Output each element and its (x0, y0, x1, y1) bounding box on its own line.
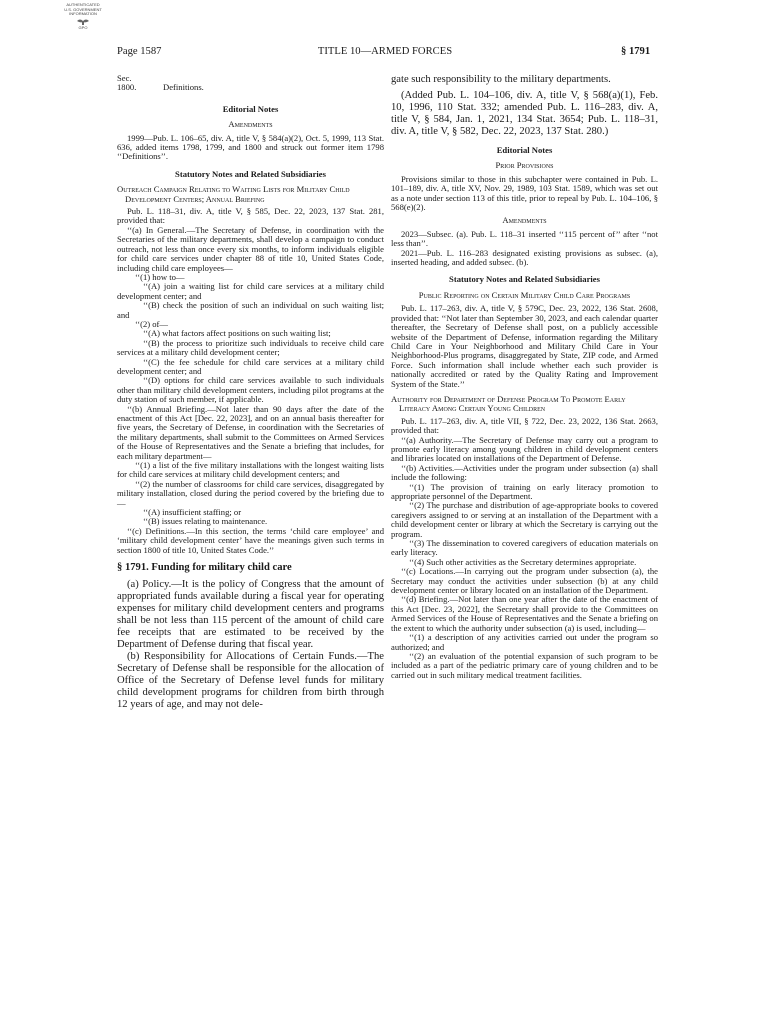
note-heading: Outreach Campaign Relating to Waiting Lists for Military Child Development Centers; Annual Briefing (117, 184, 350, 204)
running-title: TITLE 10—ARMED FORCES (317, 46, 453, 57)
note-paragraph: ‘‘(B) issues relating to maintenance. (143, 516, 268, 527)
stamp-line: U.S. GOVERNMENT (64, 6, 102, 12)
section-header: § 1791 (621, 46, 651, 57)
authentication-stamp (57, 3, 109, 30)
note-paragraph: ‘‘(A) what factors affect positions on such waiting list; (143, 328, 331, 339)
section-number: 1800. (117, 82, 137, 93)
outreach-note-body (117, 207, 384, 555)
note-paragraph: ‘‘(A) insufficient staffing; or (143, 507, 242, 518)
note-paragraph: ‘‘(D) options for child care services available to such individuals other than military child development centers, including pilot programs at the duty station of such member, if applicable. (117, 375, 384, 405)
left-column (117, 74, 384, 711)
section-item-title: Definitions. (163, 82, 204, 93)
statutory-notes-heading: Statutory Notes and Related Subsidiaries (449, 274, 600, 285)
statutory-notes-heading: Statutory Notes and Related Subsidiaries (175, 168, 326, 179)
section-paragraph: gate such responsibility to the military departments. (391, 74, 611, 85)
note-paragraph: ‘‘(4) Such other activities as the Secretary determines appropriate. (409, 556, 637, 567)
stamp-line: AUTHENTICATED (66, 2, 100, 7)
note-paragraph: ‘‘(2) the number of classrooms for child care services, disaggregated by military installation, closed during the period covered by the briefing due to— (117, 478, 384, 508)
editorial-notes-heading: Editorial Notes (222, 103, 279, 114)
note-paragraph: Pub. L. 118–31, div. A, title V, § 585, Dec. 22, 2023, 137 Stat. 281, provided that: (117, 206, 384, 226)
note-paragraph: ‘‘(B) the process to prioritize such individuals to receive child care services at a military child development center; (117, 337, 384, 358)
note-paragraph: ‘‘(A) join a waiting list for child care services at a military child development center; and (117, 281, 384, 301)
section-paragraph: (b) Responsibility for Allocations of Certain Funds.—The Secretary of Defense shall be responsible for the allocation of Office of the Secretary of Defense level funds for military child development programs for children from birth through 12 years of age, and may not dele- (117, 650, 384, 710)
note-paragraph: ‘‘(c) Locations.—In carrying out the program under subsection (a), the Secretary may conduct the activities under subsection (b) at any child development center or library located on an installation of the Department. (391, 566, 658, 596)
note-paragraph: ‘‘(1) a list of the five military installations with the longest waiting lists for child care services at military child development centers; and (117, 460, 384, 480)
right-column (391, 74, 658, 680)
note-paragraph: Pub. L. 117–263, div. A, title VII, § 722, Dec. 23, 2022, 136 Stat. 2663, provided that: (391, 415, 658, 436)
note-heading: Authority for Department of Defense Program To Promote Early Literacy Among Certain Young Children (391, 393, 626, 414)
note-paragraph: ‘‘(2) of— (135, 318, 169, 329)
note-paragraph: ‘‘(B) check the position of such an individual on such waiting list; and (117, 300, 384, 320)
stamp-gpo: GPO (78, 24, 88, 30)
note-paragraph: ‘‘(1) The provision of training on early literacy promotion to appropriate personnel of the Department. (391, 481, 658, 501)
note-paragraph: ‘‘(d) Briefing.—Not later than one year after the date of the enactment of this Act [Dec. 23, 2022], the Secretary shall provide to the Committees on Armed Services of the House of Representatives and the Senate a briefing on the extent to which the authority under subsection (a) is used, including— (391, 594, 658, 633)
note-paragraph: ‘‘(1) how to— (135, 271, 185, 282)
section-paragraph: (a) Policy.—It is the policy of Congress that the amount of appropriated funds available during a fiscal year for operating expenses for military child development centers and programs shall be not less than 115 percent of the amount of child care fee receipts that are estimated to be received by the Department of Defense during that fiscal year. (117, 578, 384, 650)
note-paragraph: ‘‘(C) the fee schedule for child care services at a military child development center; and (117, 356, 384, 376)
section-title: § 1791. Funding for military child care (117, 562, 292, 574)
amendments-heading: Amendments (502, 215, 547, 226)
sec-label: Sec. (117, 73, 132, 83)
public-reporting-note: Pub. L. 117–263, div. A, title V, § 579C, Dec. 23, 2022, 136 Stat. 2608, provided that: ‘‘Not later than September 30, 2023, and each calendar quarter thereafter, the Secretary of Defense shall post, on a publicly accessible website of the Department of Defense, information regarding the Military Child Care in Your Neighborhood and Military Child Care in Your Neighborhood-Plus programs, disaggregated by State, ZIP code, and Armed Force. Such information shall include whether each such provider is nationally accredited or rated by the Quality Rating and Improvement System of the State.’’ (391, 303, 658, 389)
amendment-note: 2021—Pub. L. 116–283 designated existing provisions as subsec. (a), inserted heading, and added subsec. (b). (391, 247, 658, 268)
prior-provisions-heading: Prior Provisions (495, 160, 554, 171)
amendments-heading: Amendments (228, 119, 273, 130)
note-paragraph: ‘‘(1) a description of any activities carried out under the program so authorized; and (391, 632, 658, 652)
prior-provisions-note: Provisions similar to those in this subchapter were contained in Pub. L. 101–189, div. A, title XV, Nov. 29, 1989, 103 Stat. 1589, which was set out as a note under section 113 of this title, prior to repeal by Pub. L. 104–106, § 568(e)(2). (391, 173, 658, 213)
note-heading: Public Reporting on Certain Military Child Care Programs (418, 289, 631, 300)
note-paragraph: ‘‘(3) The dissemination to covered caregivers of education materials on early literacy. (391, 538, 658, 558)
note-paragraph: ‘‘(b) Activities.—Activities under the program under subsection (a) shall include the following: (391, 462, 658, 483)
note-paragraph: ‘‘(2) an evaluation of the potential expansion of such program to be included as a part of the pediatric primary care of young children and to be carried out in such military medical treatment facilities. (391, 650, 658, 680)
section-list-item (117, 83, 384, 92)
note-paragraph: ‘‘(c) Definitions.—In this section, the terms ‘child care employee’ and ‘military child development center’ have the meanings given such terms in section 1800 of title 10, United States Code.’’ (117, 525, 384, 555)
amendment-note: 2023—Subsec. (a). Pub. L. 118–31 inserted ‘‘115 percent of’’ after ‘‘not less than’’. (391, 228, 658, 249)
source-credit: (Added Pub. L. 104–106, div. A, title V, § 568(a)(1), Feb. 10, 1996, 110 Stat. 332; amended Pub. L. 116–283, div. A, title V, § 584, Jan. 1, 2021, 134 Stat. 3654; Pub. L. 118–31, div. A, title V, § 582, Dec. 22, 2023, 137 Stat. 280.) (391, 90, 658, 137)
page-number: Page 1587 (117, 46, 162, 57)
early-literacy-note-body (391, 417, 658, 680)
amendment-note: 1999—Pub. L. 106–65, div. A, title V, § 584(a)(2), Oct. 5, 1999, 113 Stat. 636, added items 1798, 1799, and 1800 and struck out former item 1798 ‘‘Definitions’’. (117, 132, 384, 162)
note-paragraph: ‘‘(2) The purchase and distribution of age-appropriate books to covered caregivers assigned to or serving at an installation of the Department with a child development center or library at which the Secretary is carrying out the program. (391, 500, 658, 539)
note-paragraph: ‘‘(a) In General.—The Secretary of Defense, in coordination with the Secretaries of the military departments, shall develop a campaign to conduct outreach, not less than once every six months, to inform individuals eligible for child care services under chapter 88 of title 10, United States Code, including child care employees— (117, 224, 384, 273)
editorial-notes-heading: Editorial Notes (496, 145, 553, 155)
note-paragraph: ‘‘(a) Authority.—The Secretary of Defense may carry out a program to promote early literacy among young children in child development centers and libraries located on installations of the Department of Defense. (391, 434, 658, 464)
note-paragraph: ‘‘(b) Annual Briefing.—Not later than 90 days after the date of the enactment of this Act [Dec. 22, 2023], and on an annual basis thereafter for five years, the Secretary of Defense, in coordination with the Secretaries of the military departments, shall submit to the Committees on Armed Services of the House of Representatives and the Senate a briefing that includes, for each military department— (117, 403, 384, 461)
stamp-line: INFORMATION (69, 11, 97, 16)
